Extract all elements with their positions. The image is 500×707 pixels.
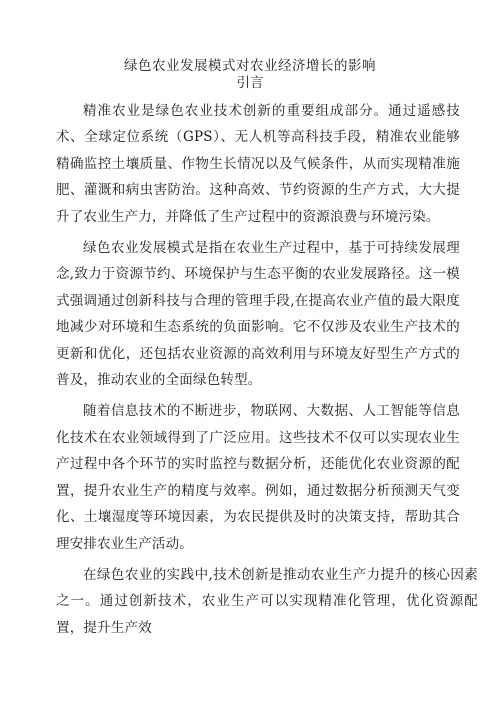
document-title: 绿色农业发展模式对农业经济增长的影响 [124, 58, 376, 74]
paragraph-information-technology: 随着信息技术的不断进步，物联网、大数据、人工智能等信息化技术在农业领域得到了广泛应用。这些技术不仅可以实现农业生产过程中各个环节的实时监控与数据分析，还能优化农业资源的配置，提升农业生产的精度与效率。例如，通过数据分析预测天气变化、土壤湿度等环境因素，为农民提供及时的决策支持，帮助其合理安排农业生产活动。 [56, 403, 460, 552]
section-heading: 引言 [236, 75, 264, 91]
paragraph-precision-agriculture: 精准农业是绿色农业技术创新的重要组成部分。通过遥感技术、全球定位系统（GPS）、无人机等高科技手段，精准农业能够精确监控土壤质量、作物生长情况以及气候条件，从而实现精准施肥、灌溉和病虫害防治。这种高效、节约资源的生产方式，大大提升了农业生产力，并降低了生产过程中的资源浪费与环境污染。 [56, 103, 460, 225]
paragraph-green-model-definition: 绿色农业发展模式是指在农业生产过程中，基于可持续发展理念,致力于资源节约、环境保护与生态平衡的农业发展路径。这一模式强调通过创新科技与合理的管理手段,在提高农业产值的最大限度地减少对环境和生态系统的负面影响。它不仅涉及农业生产技术的更新和优化，还包括农业资源的高效利用与环境友好型生产方式的普及，推动农业的全面绿色转型。 [56, 240, 460, 389]
paragraph-technology-innovation: 在绿色农业的实践中,技术创新是推动农业生产力提升的核心因素之一。通过创新技术，农业生产可以实现精准化管理，优化资源配置，提升生产效 [56, 566, 478, 636]
